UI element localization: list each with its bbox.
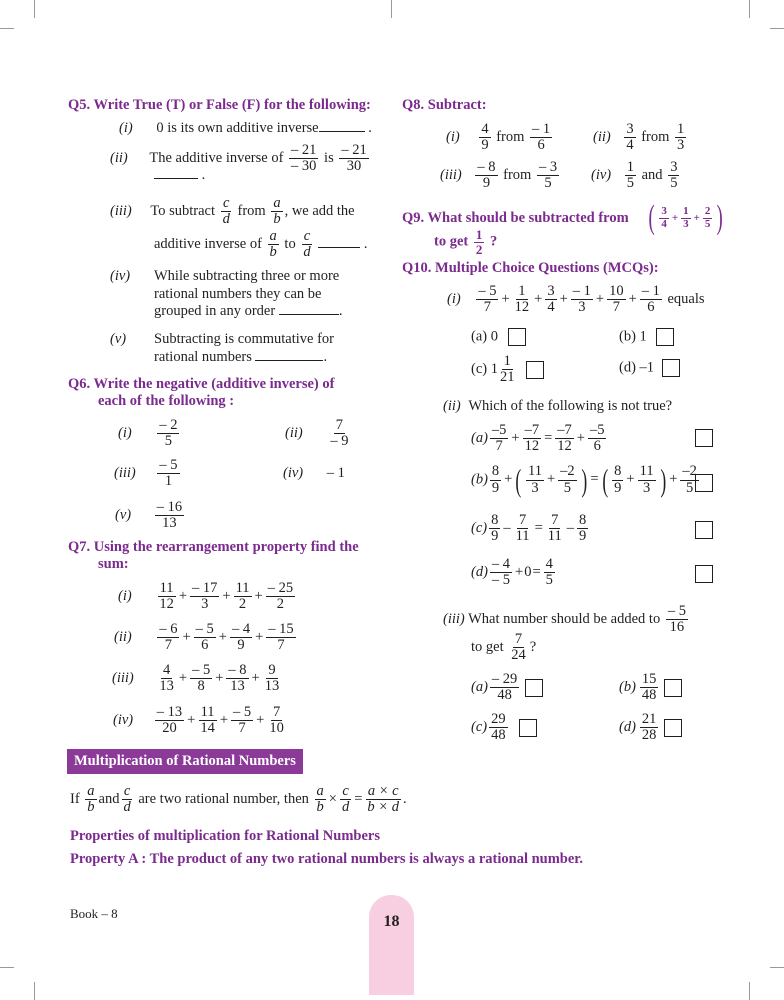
checkbox[interactable] bbox=[664, 719, 682, 737]
crop-mark bbox=[770, 967, 784, 968]
q10-iii: (iii) What number should be added to $\frac{- 5}{16}$ bbox=[443, 603, 686, 636]
q7-item-iv: (iv) $\frac{- 13}{20}$ + $\frac{11}{14}$ + $\frac{- 5}{7}$ + $\frac{7}{10}$ bbox=[113, 704, 284, 737]
q8-heading: Q8. Subtract: bbox=[402, 97, 487, 113]
q7-item-ii: (ii) $\frac{- 6}{7}$ + $\frac{- 5}{6}$ + $\frac{- 4}{9}$ + $\frac{- 15}{7}$ bbox=[114, 621, 294, 654]
q10-ii: (ii) Which of the following is not true? bbox=[443, 398, 673, 414]
crop-mark bbox=[34, 0, 35, 18]
q9-line2: to get $\frac{1}{2}$ ? bbox=[434, 227, 498, 257]
property-a: Property A : The product of any two rational numbers is always a rational number. bbox=[70, 851, 584, 867]
q5-item-iv-text: While subtracting three or more rational numbers they can be grouped in any order . bbox=[154, 268, 343, 319]
checkbox[interactable] bbox=[526, 361, 544, 379]
q7-item-iii: (iii) $\frac{4}{13}$ + $\frac{- 5}{8}$ + $\frac{- 8}{13}$ + $\frac{9}{13}$ bbox=[112, 662, 280, 695]
q6-heading-line2: each of the following : bbox=[98, 393, 235, 409]
q10-iii-option-d[interactable]: (d) $\frac{21}{28}$ bbox=[619, 712, 682, 743]
section-intro: If $\frac{a}{b}$ and $\frac{c}{d}$ are two rational number, then $\frac{a}{b}$ × $\frac{c}{d}$ = $\frac{a \times c}{b \times d}$ . bbox=[70, 783, 407, 816]
q10-iii-option-c[interactable]: (c) $\frac{29}{48}$ bbox=[471, 712, 537, 743]
crop-mark bbox=[0, 967, 14, 968]
checkbox[interactable] bbox=[508, 328, 526, 346]
footer-book: Book – 8 bbox=[70, 906, 118, 921]
page-number-tab bbox=[369, 895, 414, 995]
q7-heading: Q7. Using the rearrangement property find the bbox=[68, 539, 359, 555]
q8-item-i: (i) $\frac{4}{9}$ from $\frac{- 1}{6}$ bbox=[446, 121, 551, 154]
q8-item-ii: (ii) $\frac{3}{4}$ from $\frac{1}{3}$ bbox=[593, 121, 685, 154]
page-number: 18 bbox=[383, 913, 400, 930]
q5-item-iii-line2: additive inverse of $\frac{a}{b}$ to $\frac{c}{d}$ . bbox=[154, 228, 368, 261]
q10-i-option-b[interactable]: (b) 1 bbox=[619, 328, 674, 346]
properties-heading: Properties of multiplication for Rational Numbers bbox=[70, 828, 380, 844]
q10-ii-a-checkbox[interactable] bbox=[695, 429, 713, 447]
q9-heading: Q9. What should be subtracted from bbox=[402, 210, 629, 226]
q5-item-iii: (iii) To subtract $\frac{c}{d}$ from $\frac{a}{b}$ , we add the bbox=[110, 195, 355, 228]
q10-ii-option-c: (c) $\frac{8}{9}$ – $\frac{7}{11}$ = $\frac{7}{11}$ – $\frac{8}{9}$ bbox=[471, 512, 587, 545]
q5-item-ii: (ii) The additive inverse of $\frac{- 21}{- 30}$ is $\frac{- 21}{30}$ bbox=[110, 142, 367, 175]
section-banner: Multiplication of Rational Numbers bbox=[67, 749, 303, 774]
q8-item-iv: (iv) $\frac{1}{5}$ and $\frac{3}{5}$ bbox=[591, 159, 678, 192]
q10-ii-d-checkbox[interactable] bbox=[695, 565, 713, 583]
crop-mark bbox=[749, 982, 750, 1000]
q6-item-i: (i) $\frac{- 2}{5}$ bbox=[118, 417, 178, 450]
q10-iii-line2: to get $\frac{7}{24}$ ? bbox=[471, 631, 537, 664]
q10-i-option-c[interactable]: (c) 1 $\frac{1}{21}$ bbox=[471, 354, 544, 385]
q8-item-iii: (iii) $\frac{- 8}{9}$ from $\frac{- 3}{5}$ bbox=[440, 159, 558, 192]
q5-item-v-text: Subtracting is commutative for rational numbers . bbox=[154, 331, 335, 365]
q10-ii-option-b: (b) $\frac{8}{9}$ + ( $\frac{11}{3}$ + $\frac{-2}{5}$ ) = ( $\frac{8}{9}$ + $\frac{11}{3}$ ) + $\frac{-2}{5}$ bbox=[471, 462, 697, 498]
crop-mark bbox=[0, 28, 14, 29]
checkbox[interactable] bbox=[656, 328, 674, 346]
q10-heading: Q10. Multiple Choice Questions (MCQs): bbox=[402, 260, 659, 276]
q6-item-iv: (iv) – 1 bbox=[283, 465, 345, 481]
q9-expression: ( $\frac{3}{4}$ + $\frac{1}{3}$ + $\frac{2}{5}$ ) bbox=[648, 199, 724, 236]
q10-i-option-a[interactable]: (a) 0 bbox=[471, 328, 526, 346]
q5-item-ii-blank: . bbox=[154, 167, 205, 184]
crop-mark bbox=[749, 0, 750, 18]
q6-item-iii: (iii) $\frac{- 5}{1}$ bbox=[114, 457, 178, 490]
q6-item-ii: (ii) $\frac{7}{- 9}$ bbox=[285, 417, 349, 450]
q10-iii-option-b[interactable]: (b) $\frac{15}{48}$ bbox=[619, 672, 682, 703]
q7-item-i: (i) $\frac{11}{12}$ + $\frac{- 17}{3}$ + $\frac{11}{2}$ + $\frac{- 25}{2}$ bbox=[118, 580, 294, 613]
q10-iii-option-a[interactable]: (a) $\frac{- 29}{48}$ bbox=[471, 672, 543, 703]
q5-item-v: (v) bbox=[110, 331, 127, 347]
q5-heading: Q5. Write True (T) or False (F) for the following: bbox=[68, 97, 371, 113]
checkbox[interactable] bbox=[525, 679, 543, 697]
q10-ii-b-checkbox[interactable] bbox=[695, 474, 713, 492]
q10-ii-option-a: (a) $\frac{-5}{7}$ + $\frac{-7}{12}$ = $\frac{-7}{12}$ + $\frac{-5}{6}$ bbox=[471, 422, 605, 455]
q10-ii-c-checkbox[interactable] bbox=[695, 521, 713, 539]
q10-i: (i) $\frac{- 5}{7}$ + $\frac{1}{12}$ + $\frac{3}{4}$ + $\frac{- 1}{3}$ + $\frac{10}{7}$ + $\frac{- 1}{6}$ equals bbox=[447, 283, 705, 316]
checkbox[interactable] bbox=[662, 359, 680, 377]
q5-item-iv: (iv) bbox=[110, 268, 131, 284]
q10-ii-option-d: (d) $\frac{- 4}{- 5}$ +0= $\frac{4}{5}$ bbox=[471, 556, 553, 589]
crop-mark bbox=[391, 0, 392, 18]
checkbox[interactable] bbox=[519, 719, 537, 737]
q7-heading-line2: sum: bbox=[98, 556, 129, 572]
checkbox[interactable] bbox=[664, 679, 682, 697]
q5-item-i: (i) 0 is its own additive inverse . bbox=[119, 120, 372, 136]
q6-heading: Q6. Write the negative (additive inverse) of bbox=[68, 376, 335, 392]
crop-mark bbox=[34, 982, 35, 1000]
crop-mark bbox=[770, 28, 784, 29]
q10-i-option-d[interactable]: (d) –1 bbox=[619, 359, 680, 377]
q6-item-v: (v) $\frac{- 16}{13}$ bbox=[115, 499, 183, 532]
